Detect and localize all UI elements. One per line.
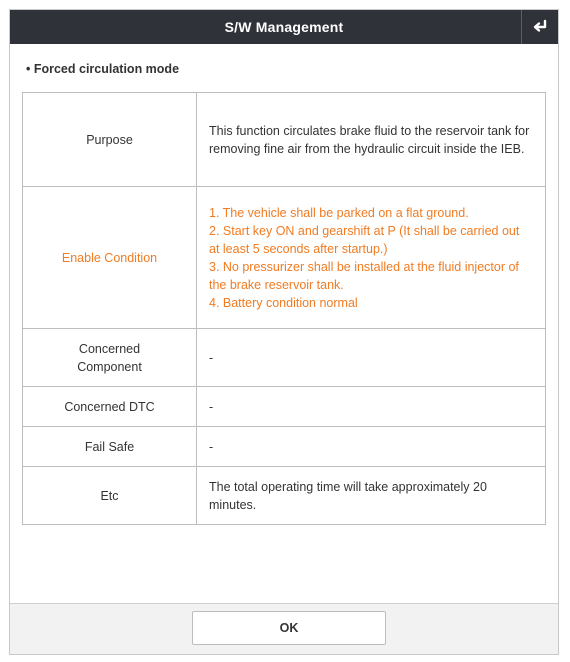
row-label (23, 329, 197, 387)
table-row-concerned-dtc (23, 387, 546, 427)
row-value: - (197, 329, 546, 387)
ok-button[interactable]: OK (192, 611, 386, 645)
row-label: Fail Safe (23, 427, 197, 467)
condition-item: 4. Battery condition normal (209, 295, 358, 310)
row-value: This function circulates brake fluid to the reservoir tank for removing fine air from the hydraulic circuit inside the IEB. (197, 93, 546, 187)
title-bar (10, 10, 558, 44)
back-button[interactable] (521, 10, 558, 44)
condition-item: 3. No pressurizer shall be installed at the fluid injector of the brake reservoir tank. (209, 259, 519, 292)
return-arrow-icon (531, 19, 549, 35)
row-value: The total operating time will take approximately 20 minutes. (197, 467, 546, 525)
row-value: - (197, 427, 546, 467)
condition-item: 1. The vehicle shall be parked on a flat ground. (209, 205, 469, 220)
row-label: Purpose (23, 93, 197, 187)
section-title: • Forced circulation mode (26, 62, 180, 76)
row-label: Enable Condition (23, 187, 197, 329)
table-row-concerned-component (23, 329, 546, 387)
row-label: Etc (23, 467, 197, 525)
window-title: S/W Management (224, 19, 344, 35)
condition-item: 2. Start key ON and gearshift at P (It shall be carried out at least 5 seconds after startup.) (209, 223, 520, 256)
table-row-enable-condition (23, 187, 546, 329)
table-row-purpose (23, 93, 546, 187)
row-value (197, 187, 546, 329)
row-value: - (197, 387, 546, 427)
table-row-etc (23, 467, 546, 525)
sw-management-window (9, 9, 559, 655)
info-table (22, 92, 546, 525)
row-label-line: Component (77, 359, 142, 374)
table-row-fail-safe (23, 427, 546, 467)
dialog-footer (10, 603, 558, 654)
row-label-line: Concerned (78, 341, 141, 356)
row-label: Concerned DTC (23, 387, 197, 427)
